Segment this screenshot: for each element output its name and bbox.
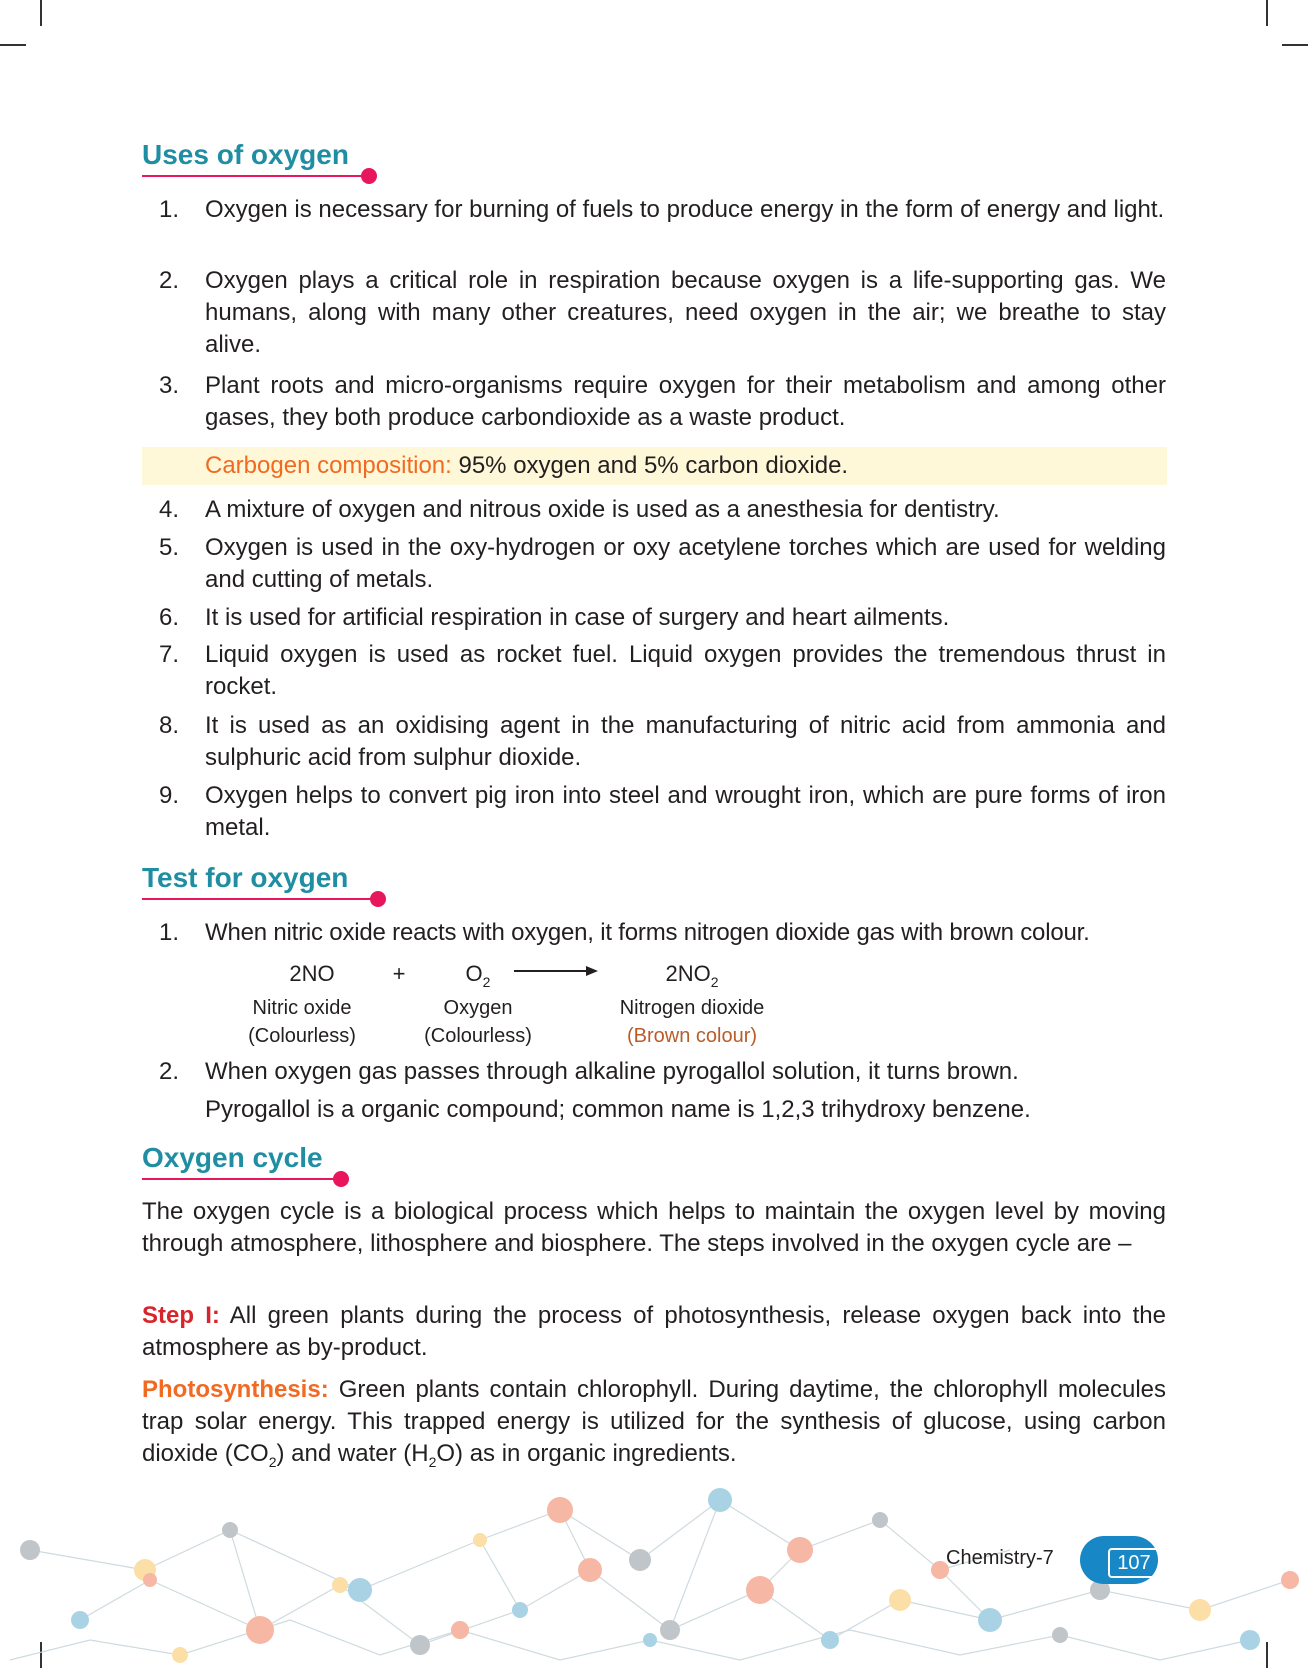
reaction-arrow-icon (512, 963, 600, 979)
section-uses-heading (142, 138, 349, 172)
item-number: 1. (159, 196, 180, 223)
item-text: Oxygen is used in the oxy-hydrogen or oxy acetylene torches which are used for welding and cutting of metals. (205, 534, 1166, 593)
heading-dot-icon (333, 1171, 349, 1187)
item-number: 9. (159, 782, 180, 809)
highlight-label: Carbogen composition: (205, 452, 452, 479)
product-state: (Brown colour) (626, 1025, 758, 1047)
list-item (142, 917, 1166, 949)
list-item (142, 370, 1166, 434)
reactant-1-state: (Colourless) (248, 1025, 356, 1047)
cycle-intro: The oxygen cycle is a biological process which helps to maintain the oxygen level by moving through atmosphere, lithosphere and biosphere. The steps involved in the oxygen cycle are – (142, 1198, 1166, 1257)
crop-mark (40, 0, 42, 26)
reactant-1-name: Nitric oxide (252, 997, 352, 1019)
list-item (142, 494, 1166, 526)
list-item (142, 639, 1166, 703)
reactant-2-state: (Colourless) (424, 1025, 532, 1047)
item-text: When nitric oxide reacts with oxygen, it forms nitrogen dioxide gas with brown colour. (205, 919, 1090, 946)
crop-mark (1282, 44, 1308, 46)
item-number: 2. (159, 267, 180, 294)
carbogen-highlight (142, 447, 1167, 485)
item-number: 6. (159, 604, 180, 631)
item-text: Oxygen is necessary for burning of fuels to produce energy in the form of energy and light. (205, 196, 1165, 223)
item-text: A mixture of oxygen and nitrous oxide is used as a anesthesia for dentistry. (205, 496, 1000, 523)
heading-underline (142, 1178, 342, 1180)
list-item (142, 1056, 1166, 1126)
list-item (142, 194, 1166, 258)
item-number: 8. (159, 712, 180, 739)
section-title: Uses of oxygen (142, 139, 349, 170)
highlight-value: 95% oxygen and 5% carbon dioxide. (458, 452, 849, 479)
heading-underline (142, 175, 370, 177)
equation-product: $2NO_2$ (665, 961, 719, 990)
equation-reactant-2: $O_2$ (465, 961, 491, 990)
page-number: 107 (1108, 1548, 1160, 1578)
item-number: 4. (159, 496, 180, 523)
reactant-2-name: Oxygen (443, 997, 513, 1019)
photosynthesis-label: Photosynthesis: (142, 1376, 329, 1403)
product-name: Nitrogen dioxide (619, 997, 765, 1019)
list-item (142, 780, 1166, 844)
footer-subject: Chemistry-7 (946, 1547, 1054, 1569)
crop-mark (0, 44, 26, 46)
item-number: 5. (159, 534, 180, 561)
equation-plus: + (392, 961, 406, 986)
heading-dot-icon (370, 891, 386, 907)
crop-mark (1266, 0, 1268, 26)
item-number: 2. (159, 1058, 180, 1085)
item-text: It is used as an oxidising agent in the manufacturing of nitric acid from ammonia and sulphuric acid from sulphur dioxide. (205, 712, 1166, 771)
list-item (142, 710, 1166, 774)
item-text: Plant roots and micro-organisms require oxygen for their metabolism and among other gases, they both produce carbondioxide as a waste product. (205, 372, 1166, 431)
list-item (142, 532, 1166, 596)
item-number: 7. (159, 641, 180, 668)
item-text: Oxygen plays a critical role in respiration because oxygen is a life-supporting gas. We humans, along with many other creatures, need oxygen in the air; we breathe to stay alive. (205, 267, 1166, 358)
section-title: Oxygen cycle (142, 1142, 323, 1173)
section-cycle-heading (142, 1141, 323, 1175)
item-number: 3. (159, 372, 180, 399)
step-text: All green plants during the process of photosynthesis, release oxygen back into the atmosphere as by-product. (142, 1302, 1166, 1361)
list-item (142, 265, 1166, 361)
step-one (142, 1300, 1166, 1364)
item-text: When oxygen gas passes through alkaline pyrogallol solution, it turns brown. Pyrogallol is a organic compound; common name is 1,2,3 trihydroxy benzene. (205, 1058, 1031, 1123)
section-title: Test for oxygen (142, 862, 349, 893)
item-text: Oxygen helps to convert pig iron into steel and wrought iron, which are pure forms of iron metal. (205, 782, 1166, 841)
item-number: 1. (159, 919, 180, 946)
heading-dot-icon (361, 168, 377, 184)
list-item (142, 602, 1166, 634)
step-label: Step I: (142, 1302, 220, 1329)
item-text: Liquid oxygen is used as rocket fuel. Liquid oxygen provides the tremendous thrust in rocket. (205, 641, 1166, 700)
highlight-text (205, 450, 848, 482)
equation-reactant-1: 2NO (289, 961, 335, 986)
section-test-heading (142, 861, 348, 895)
item-text: It is used for artificial respiration in case of surgery and heart ailments. (205, 604, 950, 631)
photosynthesis-para: Photosynthesis: Green plants contain chlorophyll. During daytime, the chlorophyll molecules trap solar energy. This trapped energy is utilized for the synthesis of glucose, using carbon dioxide $(CO_2)$ and water $(H_2O)$ as in organic ingredients. (142, 1376, 1166, 1470)
heading-underline (142, 898, 378, 900)
